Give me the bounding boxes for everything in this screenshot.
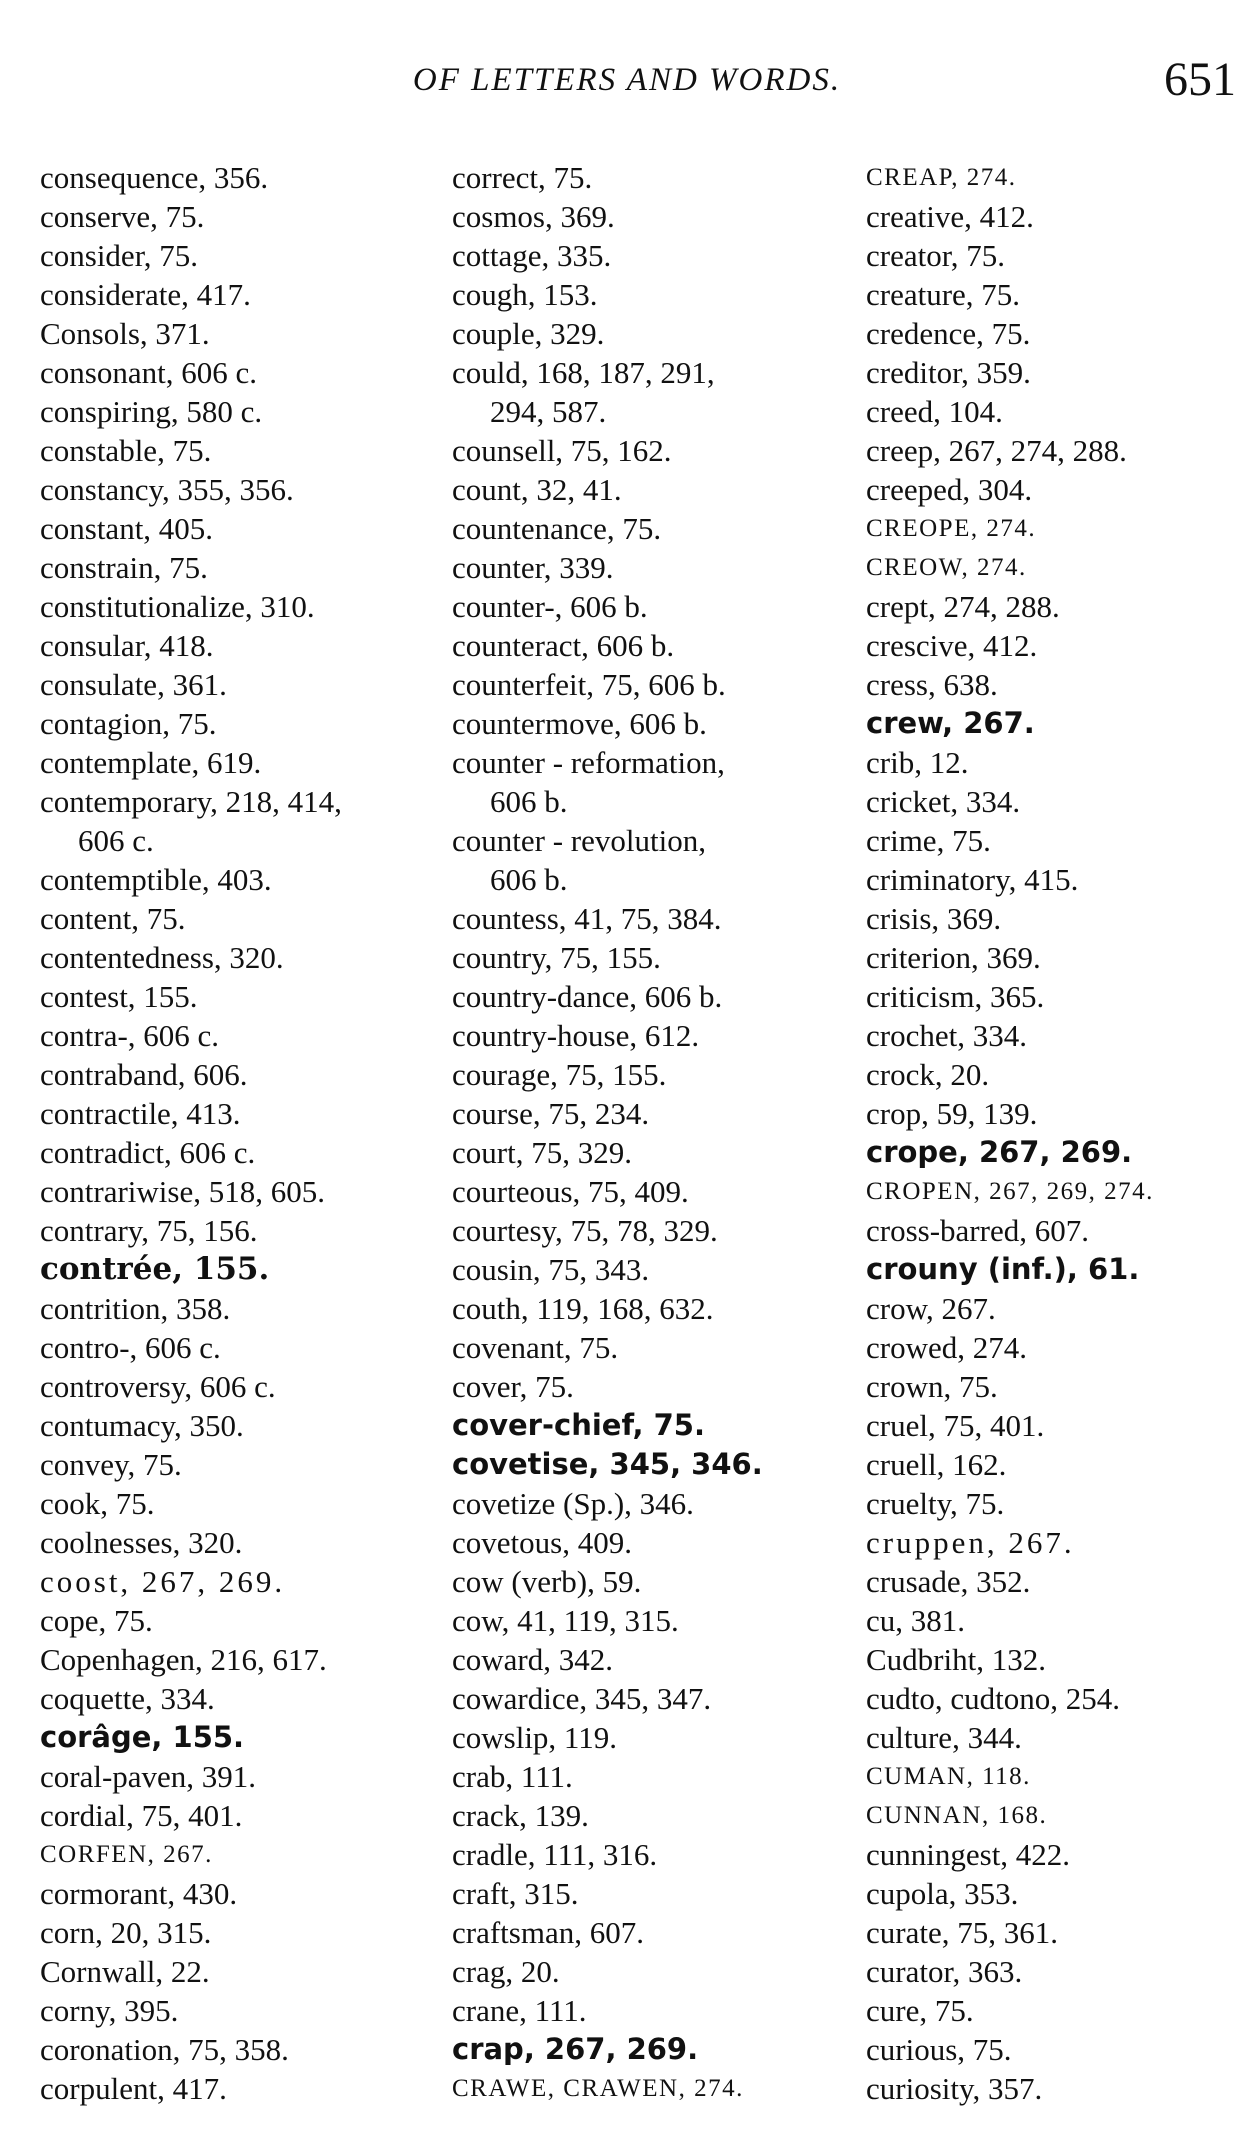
index-entry: cruel, 75, 401. (866, 1408, 1045, 1443)
running-header (0, 52, 1254, 112)
index-entry: consider, 75. (40, 238, 199, 273)
index-entry: crowed, 274. (866, 1330, 1027, 1365)
index-entry: cowardice, 345, 347. (452, 1681, 712, 1716)
index-entry: crept, 274, 288. (866, 589, 1060, 624)
index-entry: contumacy, 350. (40, 1408, 244, 1443)
index-entry: contro-, 606 c. (40, 1330, 221, 1365)
index-entry: Copenhagen, 216, 617. (40, 1642, 327, 1677)
index-entry: cowslip, 119. (452, 1720, 618, 1755)
index-entry: creeped, 304. (866, 472, 1033, 507)
index-entry: countermove, 606 b. (452, 706, 707, 741)
index-entry: CREAP, 274. (866, 164, 1017, 191)
index-entry: counsell, 75, 162. (452, 433, 672, 468)
index-entry: corpulent, 417. (40, 2071, 227, 2106)
index-entry: CUNNAN, 168. (866, 1802, 1048, 1829)
index-entry: CUMAN, 118. (866, 1763, 1031, 1790)
index-entry: cruelty, 75. (866, 1486, 1005, 1521)
index-entry: cope, 75. (40, 1603, 153, 1638)
index-entry: curate, 75, 361. (866, 1915, 1058, 1950)
index-entry: credence, 75. (866, 316, 1031, 351)
index-entry: counterfeit, 75, 606 b. (452, 667, 726, 702)
index-entry: CREOW, 274. (866, 554, 1027, 581)
index-entry: CRAWE, CRAWEN, 274. (452, 2075, 744, 2102)
index-entry: crescive, 412. (866, 628, 1038, 663)
index-entry: courtesy, 75, 78, 329. (452, 1213, 718, 1248)
index-entry: country-dance, 606 b. (452, 979, 723, 1014)
index-entry: consulate, 361. (40, 667, 227, 702)
index-entry: CREOPE, 274. (866, 515, 1037, 542)
index-entry: criticism, 365. (866, 979, 1045, 1014)
index-entry: Cornwall, 22. (40, 1954, 210, 1989)
index-entry: contagion, 75. (40, 706, 217, 741)
index-entry: corâge, 155. (40, 1720, 245, 1754)
index-entry: cousin, 75, 343. (452, 1252, 650, 1287)
running-title: OF LETTERS AND WORDS. (412, 62, 842, 98)
index-entry: cordial, 75, 401. (40, 1798, 243, 1833)
index-entry: contemptible, 403. (40, 862, 272, 897)
index-entry: couth, 119, 168, 632. (452, 1291, 714, 1326)
index-entry: crab, 111. (452, 1759, 573, 1794)
index-entry: covetize (Sp.), 346. (452, 1486, 694, 1521)
index-entry: counteract, 606 b. (452, 628, 675, 663)
index-entry: cure, 75. (866, 1993, 974, 2028)
index-entry: constable, 75. (40, 433, 212, 468)
index-entry: cough, 153. (452, 277, 598, 312)
index-entry: cosmos, 369. (452, 199, 615, 234)
index-entry: country-house, 612. (452, 1018, 700, 1053)
index-entry: correct, 75. (452, 160, 593, 195)
index-entry: Consols, 371. (40, 316, 210, 351)
index-entry: covetise, 345, 346. (452, 1447, 763, 1481)
index-entry: contest, 155. (40, 979, 198, 1014)
index-entry: contentedness, 320. (40, 940, 284, 975)
index-entry: course, 75, 234. (452, 1096, 650, 1131)
index-entry: 606 b. (490, 784, 568, 819)
index-entry: count, 32, 41. (452, 472, 622, 507)
index-entry: consonant, 606 c. (40, 355, 257, 390)
index-entry: crime, 75. (866, 823, 991, 858)
index-entry: Cudbriht, 132. (866, 1642, 1046, 1677)
index-entry: 606 c. (78, 823, 154, 858)
index-entry: crane, 111. (452, 1993, 587, 2028)
index-entry: cottage, 335. (452, 238, 612, 273)
index-entry: convey, 75. (40, 1447, 182, 1482)
index-entry: coronation, 75, 358. (40, 2032, 289, 2067)
index-entry: constrain, 75. (40, 550, 208, 585)
index-entry: covetous, 409. (452, 1525, 632, 1560)
index-entry: cu, 381. (866, 1603, 966, 1638)
index-entry: crown, 75. (866, 1369, 998, 1404)
index-entry: counter - revolution, (452, 823, 706, 858)
index-entry: corny, 395. (40, 1993, 179, 2028)
index-entry: contractile, 413. (40, 1096, 241, 1131)
index-entry: cruppen, 267. (866, 1525, 1075, 1560)
index-entry: creature, 75. (866, 277, 1021, 312)
page-number: 651 (1164, 53, 1236, 106)
index-entry: crouny (inf.), 61. (866, 1252, 1140, 1286)
index-entry: culture, 344. (866, 1720, 1022, 1755)
index-entry: cormorant, 430. (40, 1876, 238, 1911)
index-entry: court, 75, 329. (452, 1135, 632, 1170)
index-entry: cook, 75. (40, 1486, 155, 1521)
index-entry: criterion, 369. (866, 940, 1041, 975)
index-entry: cover-chief, 75. (452, 1408, 705, 1442)
index-entry: craftsman, 607. (452, 1915, 644, 1950)
index-entry: contrariwise, 518, 605. (40, 1174, 325, 1209)
index-entry: cross-barred, 607. (866, 1213, 1089, 1248)
index-entry: craft, 315. (452, 1876, 579, 1911)
index-entry: controversy, 606 c. (40, 1369, 276, 1404)
index-column-2 (452, 158, 847, 2108)
index-entry: contemporary, 218, 414, (40, 784, 342, 819)
index-entry: constant, 405. (40, 511, 214, 546)
index-entry: consular, 418. (40, 628, 214, 663)
index-entry: counter-, 606 b. (452, 589, 648, 624)
index-entry: courteous, 75, 409. (452, 1174, 689, 1209)
index-entry: contemplate, 619. (40, 745, 262, 780)
index-entry: constitutionalize, 310. (40, 589, 315, 624)
index-entry: 294, 587. (490, 394, 607, 429)
index-entry: constancy, 355, 356. (40, 472, 294, 507)
index-entry: crope, 267, 269. (866, 1135, 1133, 1169)
index-entry: crag, 20. (452, 1954, 560, 1989)
index-entry: curious, 75. (866, 2032, 1012, 2067)
index-entry: crop, 59, 139. (866, 1096, 1038, 1131)
index-entry: couple, 329. (452, 316, 605, 351)
index-entry: cricket, 334. (866, 784, 1021, 819)
index-entry: considerate, 417. (40, 277, 251, 312)
index-entry: courage, 75, 155. (452, 1057, 667, 1092)
index-entry: cupola, 353. (866, 1876, 1019, 1911)
index-entry: criminatory, 415. (866, 862, 1079, 897)
index-column-1 (40, 158, 440, 2108)
index-entry: conspiring, 580 c. (40, 394, 263, 429)
index-entry: crap, 267, 269. (452, 2032, 699, 2066)
index-entry: country, 75, 155. (452, 940, 661, 975)
index-entry: cress, 638. (866, 667, 998, 702)
index-entry: creed, 104. (866, 394, 1003, 429)
index-column-3 (866, 158, 1251, 2108)
index-entry: could, 168, 187, 291, (452, 355, 715, 390)
index-entry: creditor, 359. (866, 355, 1031, 390)
index-entry: crow, 267. (866, 1291, 996, 1326)
index-entry: conserve, 75. (40, 199, 205, 234)
index-entry: cruell, 162. (866, 1447, 1007, 1482)
index-entry: crock, 20. (866, 1057, 990, 1092)
index-entry: crib, 12. (866, 745, 969, 780)
index-entry: CORFEN, 267. (40, 1841, 213, 1868)
index-entry: coost, 267, 269. (40, 1564, 286, 1599)
index-entry: creep, 267, 274, 288. (866, 433, 1127, 468)
index-entry: contrition, 358. (40, 1291, 231, 1326)
index-entry: contra-, 606 c. (40, 1018, 220, 1053)
index-entry: cudto, cudtono, 254. (866, 1681, 1120, 1716)
index-entry: contrary, 75, 156. (40, 1213, 258, 1248)
index-entry: crusade, 352. (866, 1564, 1031, 1599)
index-entry: crochet, 334. (866, 1018, 1027, 1053)
index-entry: contradict, 606 c. (40, 1135, 256, 1170)
index-entry: corn, 20, 315. (40, 1915, 212, 1950)
index-entry: creator, 75. (866, 238, 1006, 273)
index-entry: 606 b. (490, 862, 568, 897)
index-entry: cunningest, 422. (866, 1837, 1071, 1872)
index-entry: cover, 75. (452, 1369, 574, 1404)
index-entry: cow, 41, 119, 315. (452, 1603, 679, 1638)
index-entry: cow (verb), 59. (452, 1564, 642, 1599)
index-entry: CROPEN, 267, 269, 274. (866, 1178, 1154, 1205)
index-entry: countess, 41, 75, 384. (452, 901, 722, 936)
index-entry: coral-paven, 391. (40, 1759, 257, 1794)
index-entry: curator, 363. (866, 1954, 1023, 1989)
index-entry: creative, 412. (866, 199, 1034, 234)
index-entry: coolnesses, 320. (40, 1525, 243, 1560)
index-entry: content, 75. (40, 901, 186, 936)
index-entry: countenance, 75. (452, 511, 662, 546)
index-entry: cradle, 111, 316. (452, 1837, 658, 1872)
index-entry: contrée, 155. (40, 1251, 270, 1287)
index-entry: crack, 139. (452, 1798, 589, 1833)
index-entry: coward, 342. (452, 1642, 613, 1677)
index-entry: counter, 339. (452, 550, 614, 585)
index-entry: counter - reformation, (452, 745, 725, 780)
index-entry: crisis, 369. (866, 901, 1002, 936)
index-entry: coquette, 334. (40, 1681, 215, 1716)
index-entry: contraband, 606. (40, 1057, 248, 1092)
index-entry: crew, 267. (866, 706, 1035, 740)
index-entry: covenant, 75. (452, 1330, 619, 1365)
index-entry: curiosity, 357. (866, 2071, 1043, 2106)
index-entry: consequence, 356. (40, 160, 269, 195)
